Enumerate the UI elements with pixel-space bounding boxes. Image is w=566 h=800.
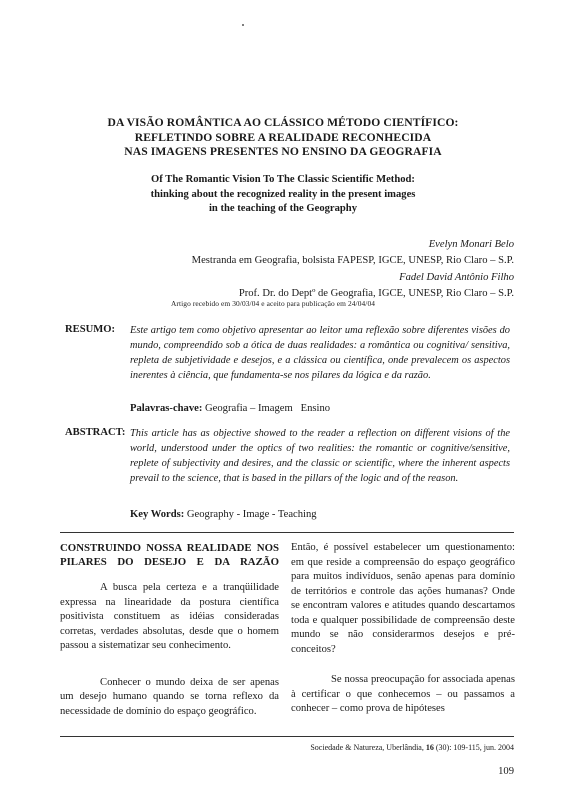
footer-divider [60,736,514,737]
abstract-text: This article has as objective showed to the reader a reflection on different visions of the world, understood under the optics of two realities: the romantic or cognitive/sensitive, replete of subjectivity and desires, and the classic or scientific, where the inherent aspects prevail to the science, that is based in the pillars of the logic and of the reason. [130,428,510,484]
left-column [60,541,279,741]
body-paragraph: Então, é possível estabelecer um questionamento: em que reside a compreensão do espaço geográfico para muitos indivíduos, senão apenas para domínio de territórios e controle das ações humanas? Onde se encontram valores e atitudes quando descartamos toda e qualquer possibilidade de compreensão deste mundo se não considerarmos desejos e pré-conceitos? [291,542,515,655]
subtitle-line: in the teaching of the Geography [208,203,357,214]
title-line: DA VISÃO ROMÂNTICA AO CLÁSSICO MÉTODO CIENTÍFICO: [107,116,459,129]
resumo-label: RESUMO: [65,324,116,335]
journal-volume: 16 [425,743,434,752]
keywords-en-values: Geography - Image - Teaching [186,509,317,520]
journal-citation [310,743,514,752]
page-number: 109 [498,766,514,777]
received-note: Artigo recebido em 30/03/04 e aceito para publicação em 24/04/04 [171,299,376,308]
keywords-pt-values: Geografia – Imagem Ensino [205,403,331,414]
keywords-pt-label: Palavras-chave: [130,403,203,414]
journal-name: Sociedade & Natureza, Uberlândia, [310,743,424,752]
author-affiliation: Prof. Dr. do Deptº de Geografia, IGCE, UNESP, Rio Claro – S.P. [238,287,514,299]
resumo-text: Este artigo tem como objetivo apresentar ao leitor uma reflexão sobre diferentes visões do mundo, compreendido sob a ótica de duas realidades: a romântica ou cognitiva/ sensitiva, repleta de subjetividade e desejos, e a clássica ou científica, onde prevalecem os aspectos inerentes à ciência, que fundamenta-se nos pilares da lógica e da razão. [130,325,510,381]
scan-speck [242,24,244,26]
keywords-pt [130,403,330,414]
title-line: NAS IMAGENS PRESENTES NO ENSINO DA GEOGRAFIA [124,145,442,158]
section-divider [60,532,514,533]
title-line: REFLETINDO SOBRE A REALIDADE RECONHECIDA [134,130,432,144]
keywords-en-label: Key Words: [130,509,185,520]
body-paragraph: A busca pela certeza e a tranqüilidade expressa na linearidade da postura científica positivista constituem as idéias consideradas corretas, verdades absolutas, desde que o homem passou a sistematizar seu conhecimento. [60,582,279,651]
authors-block [192,237,514,302]
subtitle-line: Of The Romantic Vision To The Classic Scientific Method: [151,174,415,185]
abstract-label: ABSTRACT: [65,427,126,438]
article-title [60,116,506,160]
body-paragraph: Conhecer o mundo deixa de ser apenas um desejo humano quando se torna reflexo da necessidade de domínio do espaço geográfico. [60,676,279,717]
english-title [80,173,486,217]
section-heading: CONSTRUINDO NOSSA REALIDADE NOS PILARES DO DESEJO E DA RAZÃO [60,542,279,568]
subtitle-line: thinking about the recognized reality in the present images [150,188,416,200]
body-paragraph: Se nossa preocupação for associada apenas à certificar o que conhecemos – ou passamos a conhecer – como prova de hipóteses [291,674,515,714]
right-column [291,541,515,739]
keywords-en [130,509,317,520]
author-name: Evelyn Monari Belo [428,239,514,250]
journal-issue: (30): 109-115, jun. 2004 [435,743,514,752]
author-name: Fadel David Antônio Filho [399,271,514,283]
author-affiliation: Mestranda em Geografia, bolsista FAPESP, IGCE, UNESP, Rio Claro – S.P. [191,255,514,267]
